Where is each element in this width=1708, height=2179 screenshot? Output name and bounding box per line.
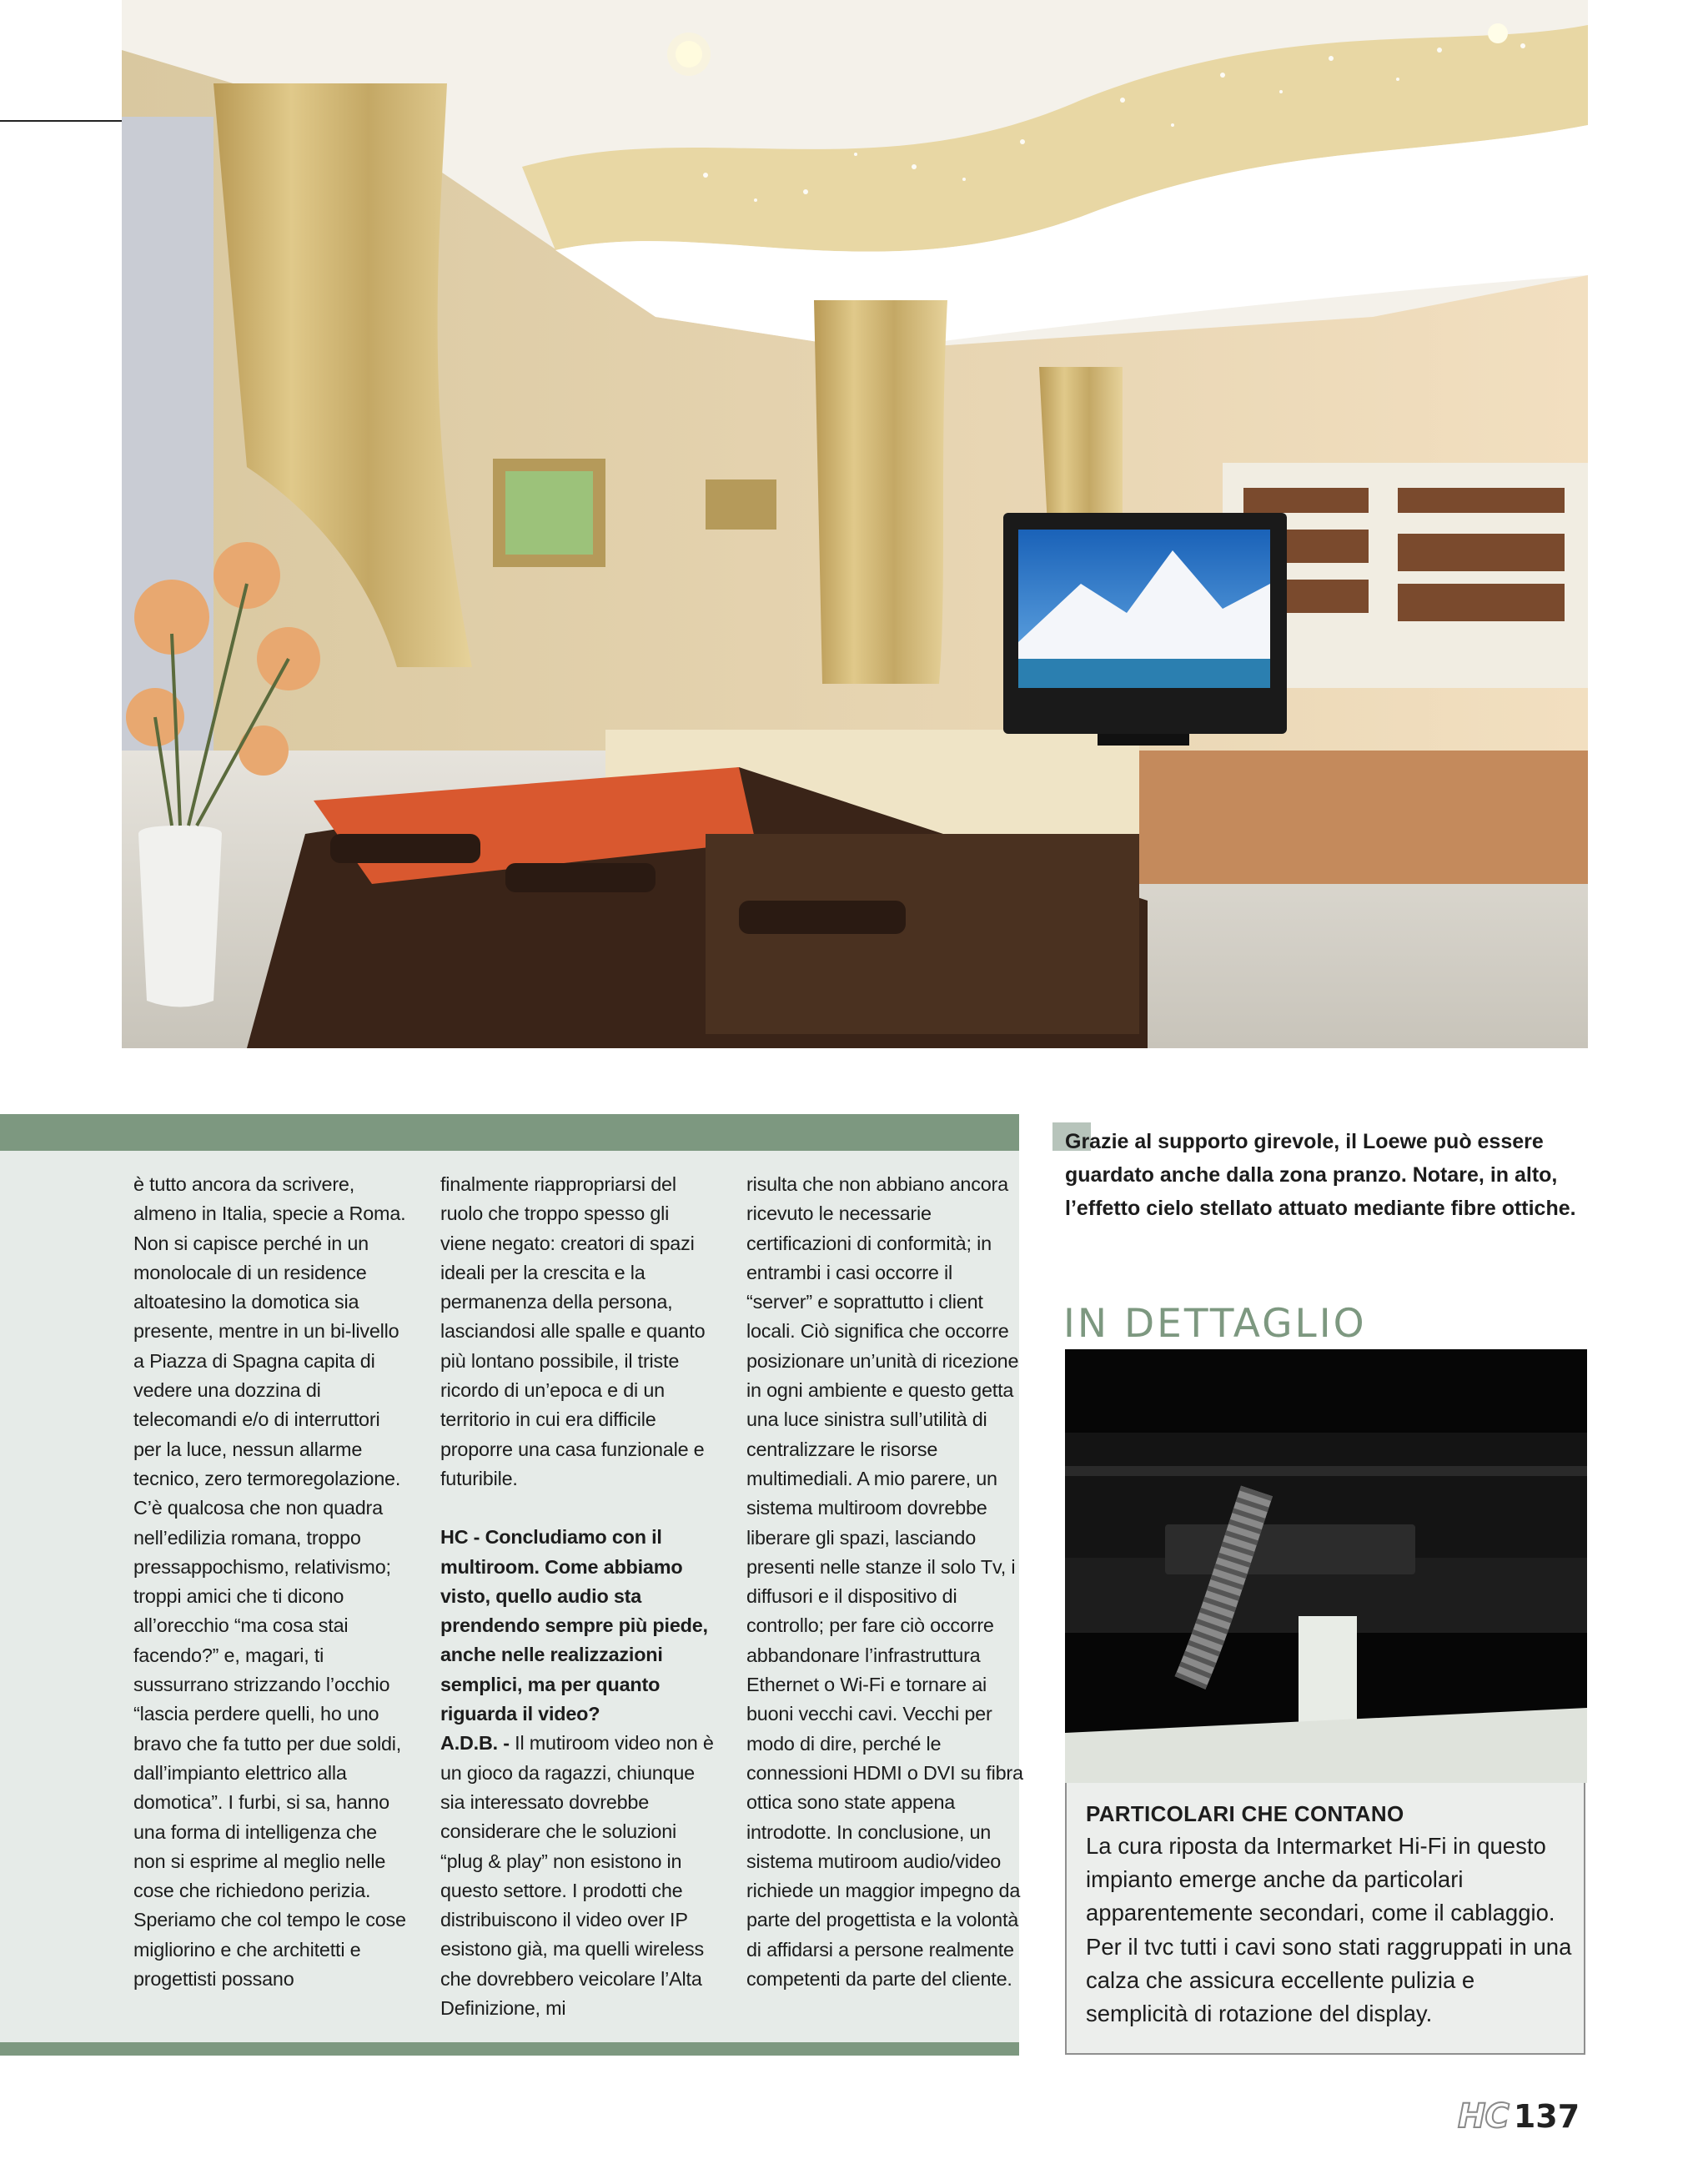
article-paragraph: risulta che non abbiano ancora ricevuto le necessarie certificazioni di conformità; in entrambi i casi occorre il “server” e soprattutto i client locali. Ciò significa che occorre posizionare un’unità di ricezione in ogni ambiente e questo getta una luce sinistra sull’utilità di centralizzare le risorse multimediali. A mio parere, un sistema multiroom dovrebbe liberare gli spazi, lasciando presenti nelle stanze il solo Tv, i diffusori e il dispositivo di controllo; per fare ciò occorre abbandonare l’infrastruttura Ethernet o Wi-Fi e tornare ai buoni vecchi cavi. Vecchi per modo di dire, perché le connessioni HDMI o DVI su fibra ottica sono state appena introdotte. In conclusione, un sistema mutiroom audio/video richiede un maggior impegno da parte del progettista e la volontà di affidarsi a persone realmente competenti da parte del cliente. (746, 1173, 1023, 1991)
detail-box-text: La cura riposta da Intermarket Hi-Fi in questo impianto emerge anche da particolari apparentemente secondari, come il cablaggio. Per il tvc tutti i cavi sono stati raggruppati in una calza che assicura eccellente pulizia e semplicità di rotazione del display. (1086, 1833, 1572, 2027)
cable-detail-photo (1065, 1349, 1587, 1783)
detail-box (1065, 1783, 1585, 2055)
section-heading: IN DETTAGLIO (1063, 1301, 1367, 1347)
article-column-1 (133, 1170, 409, 1994)
article-paragraph: finalmente riappropriarsi del ruolo che troppo spesso gli viene negato: creatori di spazi ideali per la crescita e la permanenza della persona, lasciandosi alle spalle e quanto più lontano possibile, il triste ricordo di un’epoca e di un territorio in cui era difficile proporre una casa funzionale e futuribile. (440, 1173, 706, 1489)
magazine-logo: HC (1458, 2097, 1509, 2136)
article-column-3 (746, 1170, 1023, 1994)
detail-box-title: PARTICOLARI CHE CONTANO (1086, 1801, 1404, 1826)
article-paragraph: è tutto ancora da scrivere, almeno in Italia, specie a Roma. Non si capisce perché in un monolocale di un residence altoatesino la domotica sia presente, mentre in un bi-livello a Piazza di Spagna capita di vedere una dozzina di telecomandi e/o di interruttori per la luce, nessun allarme tecnico, zero termoregolazione. C’è qualcosa che non quadra nell’edilizia romana, troppo pressappochismo, relativismo; troppi amici che ti dicono all’orecchio “ma cosa stai facendo?” e, magari, ti sussurrano strizzando l’occhio “lascia perdere quelli, ho uno bravo che fa tutto per due soldi, dall’impianto elettrico alla domotica”. I furbi, si sa, hanno una forma di intelligenza che non si esprime al meglio nelle cose che richiedono perizia. Speriamo che col tempo le cose migliorino e che architetti e progettisti possano (133, 1173, 406, 1991)
article-header-band (0, 1114, 1019, 1151)
living-room-photo (122, 0, 1588, 1048)
photo-caption: Grazie al supporto girevole, il Loewe può essere guardato anche dalla zona pranzo. Notare, in alto, l’effetto cielo stellato attuato mediante fibre ottiche. (1065, 1130, 1576, 1220)
interview-answer (440, 1729, 716, 2023)
article-footer-band (0, 2042, 1019, 2056)
answer-text: Il mutiroom video non è un gioco da ragazzi, chiunque sia interessato dovrebbe considerare che le soluzioni “plug & play” non esistono in questo settore. I prodotti che distribuiscono il video over IP esistono già, ma quelli wireless che dovrebbero veicolare l’Alta Definizione, mi (440, 1732, 714, 2020)
interview-question: HC - Concludiamo con il multiroom. Come abbiamo visto, quello audio sta prendendo sempre più piede, anche nelle realizzazioni semplici, ma per quanto riguarda il video? (440, 1526, 708, 1725)
page-footer (1458, 2098, 1580, 2135)
article-column-2 (440, 1170, 716, 2023)
answer-speaker: A.D.B. - (440, 1732, 510, 1755)
margin-rule (0, 120, 122, 122)
page-number: 137 (1513, 2098, 1580, 2135)
